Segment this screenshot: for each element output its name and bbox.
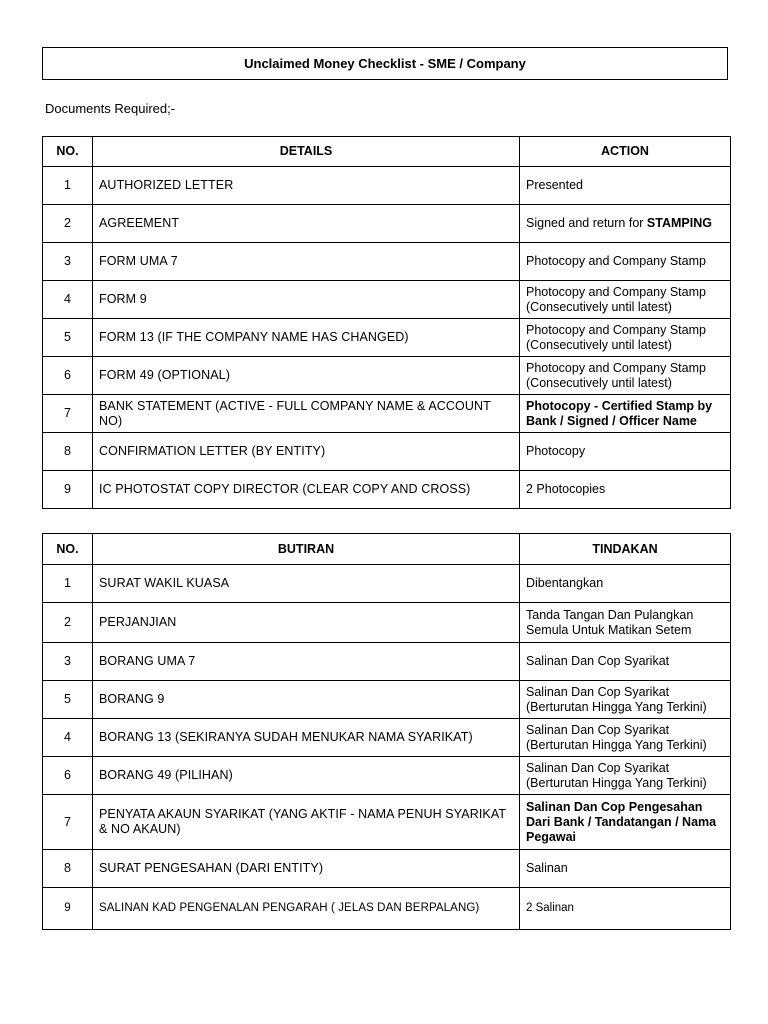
action-line: (Consecutively until latest) — [526, 337, 672, 352]
row-detail: PERJANJIAN — [93, 603, 520, 643]
action-line: Bank / Signed / Officer Name — [526, 413, 697, 428]
row-action: Photocopy and Company Stamp — [520, 243, 731, 281]
header-butiran: BUTIRAN — [93, 534, 520, 565]
action-text-bold: STAMPING — [646, 216, 712, 230]
page-title: Unclaimed Money Checklist - SME / Company — [42, 47, 728, 80]
row-detail: SALINAN KAD PENGENALAN PENGARAH ( JELAS DAN BERPALANG) — [93, 888, 520, 930]
header-action: ACTION — [520, 137, 731, 167]
action-line: Photocopy and Company Stamp — [526, 322, 706, 337]
action-line: (Consecutively until latest) — [526, 375, 672, 390]
header-no: NO. — [43, 137, 93, 167]
row-action — [520, 681, 731, 719]
row-action — [520, 319, 731, 357]
action-text: Signed and return for — [526, 216, 647, 230]
action-line: (Berturutan Hingga Yang Terkini) — [526, 699, 707, 714]
row-number: 2 — [43, 205, 93, 243]
row-action — [520, 757, 731, 795]
row-detail: FORM 9 — [93, 281, 520, 319]
row-action: Presented — [520, 167, 731, 205]
row-detail — [93, 795, 520, 850]
table-row — [43, 281, 731, 319]
table-row — [43, 319, 731, 357]
row-detail: BORANG 13 (SEKIRANYA SUDAH MENUKAR NAMA SYARIKAT) — [93, 719, 520, 757]
table-row — [43, 243, 731, 281]
action-line: Pegawai — [526, 829, 577, 844]
action-line: Salinan Dan Cop Syarikat — [526, 684, 670, 699]
row-number: 9 — [43, 888, 93, 930]
checklist-table-malay — [42, 533, 731, 930]
row-detail: SURAT PENGESAHAN (DARI ENTITY) — [93, 850, 520, 888]
table-row — [43, 795, 731, 850]
action-line: (Consecutively until latest) — [526, 299, 672, 314]
row-detail: FORM UMA 7 — [93, 243, 520, 281]
row-number: 7 — [43, 395, 93, 433]
table-row — [43, 471, 731, 509]
action-line: Photocopy and Company Stamp — [526, 284, 706, 299]
action-line: (Berturutan Hingga Yang Terkini) — [526, 775, 707, 790]
detail-line: & NO AKAUN) — [99, 822, 181, 836]
table-header-row — [43, 137, 731, 167]
row-action: Salinan — [520, 850, 731, 888]
table-row — [43, 433, 731, 471]
table-row — [43, 681, 731, 719]
row-number: 8 — [43, 850, 93, 888]
action-line: Salinan Dan Cop Syarikat — [526, 722, 670, 737]
row-action — [520, 281, 731, 319]
row-action: Dibentangkan — [520, 565, 731, 603]
row-number: 6 — [43, 757, 93, 795]
header-tindakan: TINDAKAN — [520, 534, 731, 565]
row-detail: AGREEMENT — [93, 205, 520, 243]
table-row — [43, 719, 731, 757]
row-number: 1 — [43, 167, 93, 205]
row-action — [520, 719, 731, 757]
table-row — [43, 357, 731, 395]
header-no: NO. — [43, 534, 93, 565]
table-row — [43, 888, 731, 930]
table-row — [43, 395, 731, 433]
row-action: Photocopy — [520, 433, 731, 471]
row-number: 1 — [43, 565, 93, 603]
row-number: 4 — [43, 719, 93, 757]
table-row — [43, 167, 731, 205]
row-number: 3 — [43, 243, 93, 281]
table-header-row — [43, 534, 731, 565]
table-row — [43, 205, 731, 243]
row-detail: BANK STATEMENT (ACTIVE - FULL COMPANY NAME & ACCOUNT NO) — [93, 395, 520, 433]
row-number: 7 — [43, 795, 93, 850]
documents-required-label: Documents Required;- — [45, 101, 176, 116]
action-line: (Berturutan Hingga Yang Terkini) — [526, 737, 707, 752]
row-action: Salinan Dan Cop Syarikat — [520, 643, 731, 681]
row-detail: AUTHORIZED LETTER — [93, 167, 520, 205]
action-line: Semula Untuk Matikan Setem — [526, 622, 692, 637]
row-detail: FORM 13 (IF THE COMPANY NAME HAS CHANGED) — [93, 319, 520, 357]
action-line: Dari Bank / Tandatangan / Nama — [526, 814, 717, 829]
table-row — [43, 603, 731, 643]
action-line: Salinan Dan Cop Pengesahan — [526, 799, 703, 814]
row-number: 9 — [43, 471, 93, 509]
row-action: 2 Photocopies — [520, 471, 731, 509]
header-details: DETAILS — [93, 137, 520, 167]
row-action: 2 Salinan — [520, 888, 731, 930]
row-detail: BORANG 49 (PILIHAN) — [93, 757, 520, 795]
row-action — [520, 357, 731, 395]
row-action — [520, 603, 731, 643]
row-detail: FORM 49 (OPTIONAL) — [93, 357, 520, 395]
row-number: 4 — [43, 281, 93, 319]
action-line: Photocopy - Certified Stamp by — [526, 398, 713, 413]
row-detail: BORANG 9 — [93, 681, 520, 719]
row-number: 5 — [43, 681, 93, 719]
row-detail: BORANG UMA 7 — [93, 643, 520, 681]
action-line: Salinan Dan Cop Syarikat — [526, 760, 670, 775]
table-row — [43, 643, 731, 681]
row-number: 8 — [43, 433, 93, 471]
row-detail: SURAT WAKIL KUASA — [93, 565, 520, 603]
row-action — [520, 395, 731, 433]
checklist-table-english — [42, 136, 731, 509]
table-row — [43, 565, 731, 603]
table-row — [43, 850, 731, 888]
row-detail: IC PHOTOSTAT COPY DIRECTOR (CLEAR COPY AND CROSS) — [93, 471, 520, 509]
table-row — [43, 757, 731, 795]
row-number: 6 — [43, 357, 93, 395]
action-line: Photocopy and Company Stamp — [526, 360, 706, 375]
row-number: 5 — [43, 319, 93, 357]
detail-line: PENYATA AKAUN SYARIKAT (YANG AKTIF - NAMA PENUH SYARIKAT — [99, 807, 507, 821]
row-detail: CONFIRMATION LETTER (BY ENTITY) — [93, 433, 520, 471]
row-number: 2 — [43, 603, 93, 643]
action-line: Tanda Tangan Dan Pulangkan — [526, 607, 694, 622]
row-action — [520, 795, 731, 850]
row-number: 3 — [43, 643, 93, 681]
row-action — [520, 205, 731, 243]
